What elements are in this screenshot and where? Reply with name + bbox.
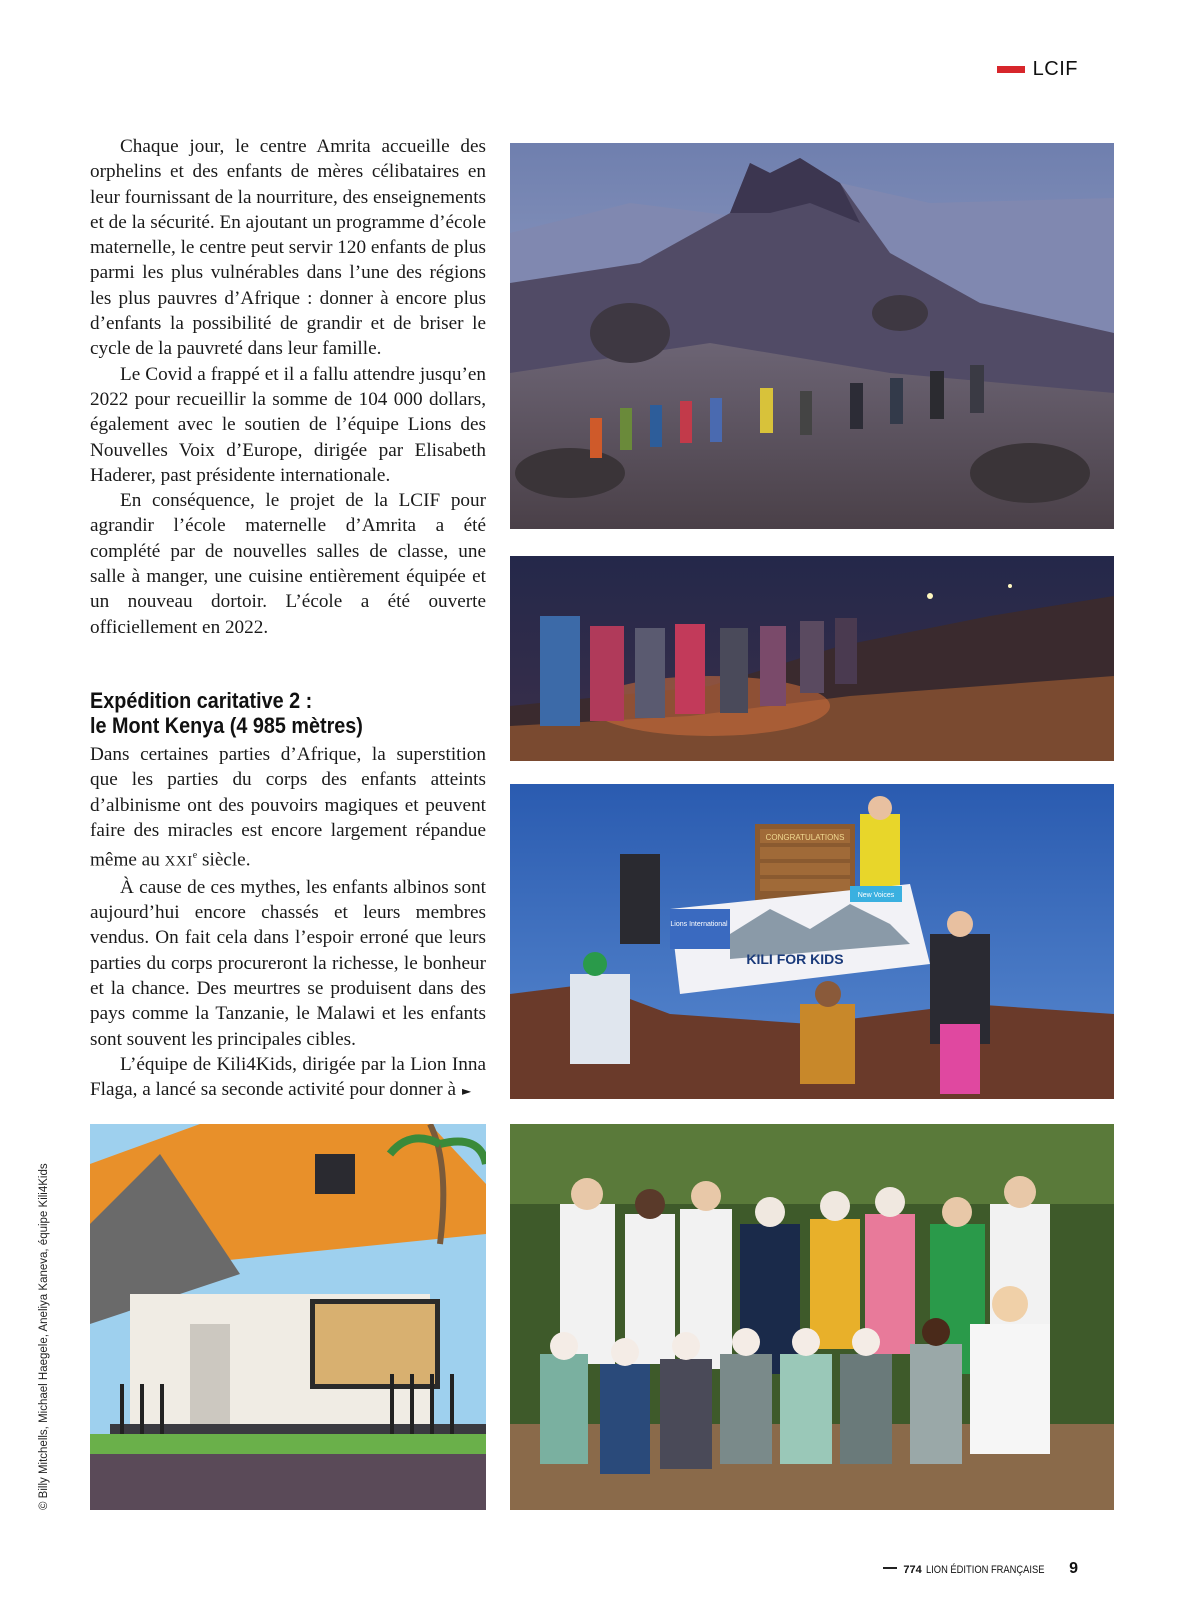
banner-badge-text: New Voices <box>857 892 895 899</box>
photo-mountain-trek <box>510 143 1114 529</box>
paragraph-superstition-text: Dans certaines parties d’Afrique, la superstition que les parties du corps des enfants atteints d’albinisme ont des pouvoirs magiques et peuvent faire des miracles est encore largement répandue même au <box>90 744 486 871</box>
paragraph-consequence: En conséquence, le projet de la LCIF pour agrandir l’école maternelle d’Amrita a été complété par de nouvelles salles de classe, une salle à manger, une cuisine entièrement équipée et un nouveau dortoir. L’école a été ouverte officiellement en 2022. <box>90 490 486 638</box>
footer-issue-number: 774 <box>903 1564 922 1576</box>
banner-logo-text: Lions International <box>670 921 728 928</box>
subheading <box>90 688 446 738</box>
photo-summit-banner <box>510 784 1114 1099</box>
article-column-bottom <box>90 688 486 1105</box>
paragraph-kili4kids <box>90 1052 486 1105</box>
photo-credit: © Billy Mitchells, Michael Haegele, Aneliya Kaneva, équipe Kili4Kids <box>38 1163 50 1510</box>
page-footer <box>883 1560 1078 1578</box>
section-label: LCIF <box>1032 58 1078 80</box>
photo-night-ascent <box>510 556 1114 761</box>
paragraph-kili4kids-text: L’équipe de Kili4Kids, dirigée par la Lion Inna Flaga, a lancé sa seconde activité pour donner à <box>90 1053 486 1101</box>
banner-title-text: KILI FOR KIDS <box>746 951 844 967</box>
continue-arrow-icon: ► <box>462 1084 472 1099</box>
paragraph-covid: Le Covid a frappé et il a fallu attendre jusqu’en 2022 pour recueillir la somme de 104 000 dollars, également avec le soutien de l’équipe Lions des Nouvelles Voix d’Europe, dirigée par Elisabeth Haderer, past présidente internationale. <box>90 363 486 486</box>
subheading-line-2: le Mont Kenya (4 985 mètres) <box>90 713 363 738</box>
subheading-line-1: Expédition caritative 2 : <box>90 688 313 713</box>
paragraph-myths: À cause de ces mythes, les enfants albinos sont aujourd’hui encore chassés et leurs membres vendus. On fait cela dans l’espoir erroné que leurs parties du corps procureront la richesse, le bonheur et la chance. Des meurtres se produisent dans des pays comme la Tanzanie, le Malawi et les enfants sont souvent les principales cibles. <box>90 876 486 1050</box>
century-suffix: e <box>192 850 198 862</box>
paragraph-amrita: Chaque jour, le centre Amrita accueille des orphelins et des enfants de mères célibataires en leur fournissant de la nourriture, des enseignements et de la sécurité. En ajoutant un programme d’école maternelle, le centre peut servir 120 enfants de plus parmi les plus vulnérables dans l’une des régions les plus pauvres d’Afrique : donner à encore plus d’enfants la possibilité de grandir et de briser le cycle de la pauvreté dans leur famille. <box>90 136 486 360</box>
page-number: 9 <box>1069 1560 1078 1577</box>
summit-sign-text: CONGRATULATIONS <box>765 833 845 842</box>
photo-house-rendering <box>90 1124 486 1510</box>
footer-publication: LION ÉDITION FRANÇAISE <box>925 1564 1045 1576</box>
section-accent-bar <box>997 66 1025 73</box>
article-column-top <box>90 134 486 640</box>
paragraph-superstition <box>90 742 486 875</box>
paragraph-superstition-end: siècle. <box>197 849 251 871</box>
section-tag <box>997 58 1078 81</box>
century-numeral: XXI <box>164 853 193 870</box>
photo-group-children <box>510 1124 1114 1510</box>
footer-rule <box>883 1567 897 1569</box>
